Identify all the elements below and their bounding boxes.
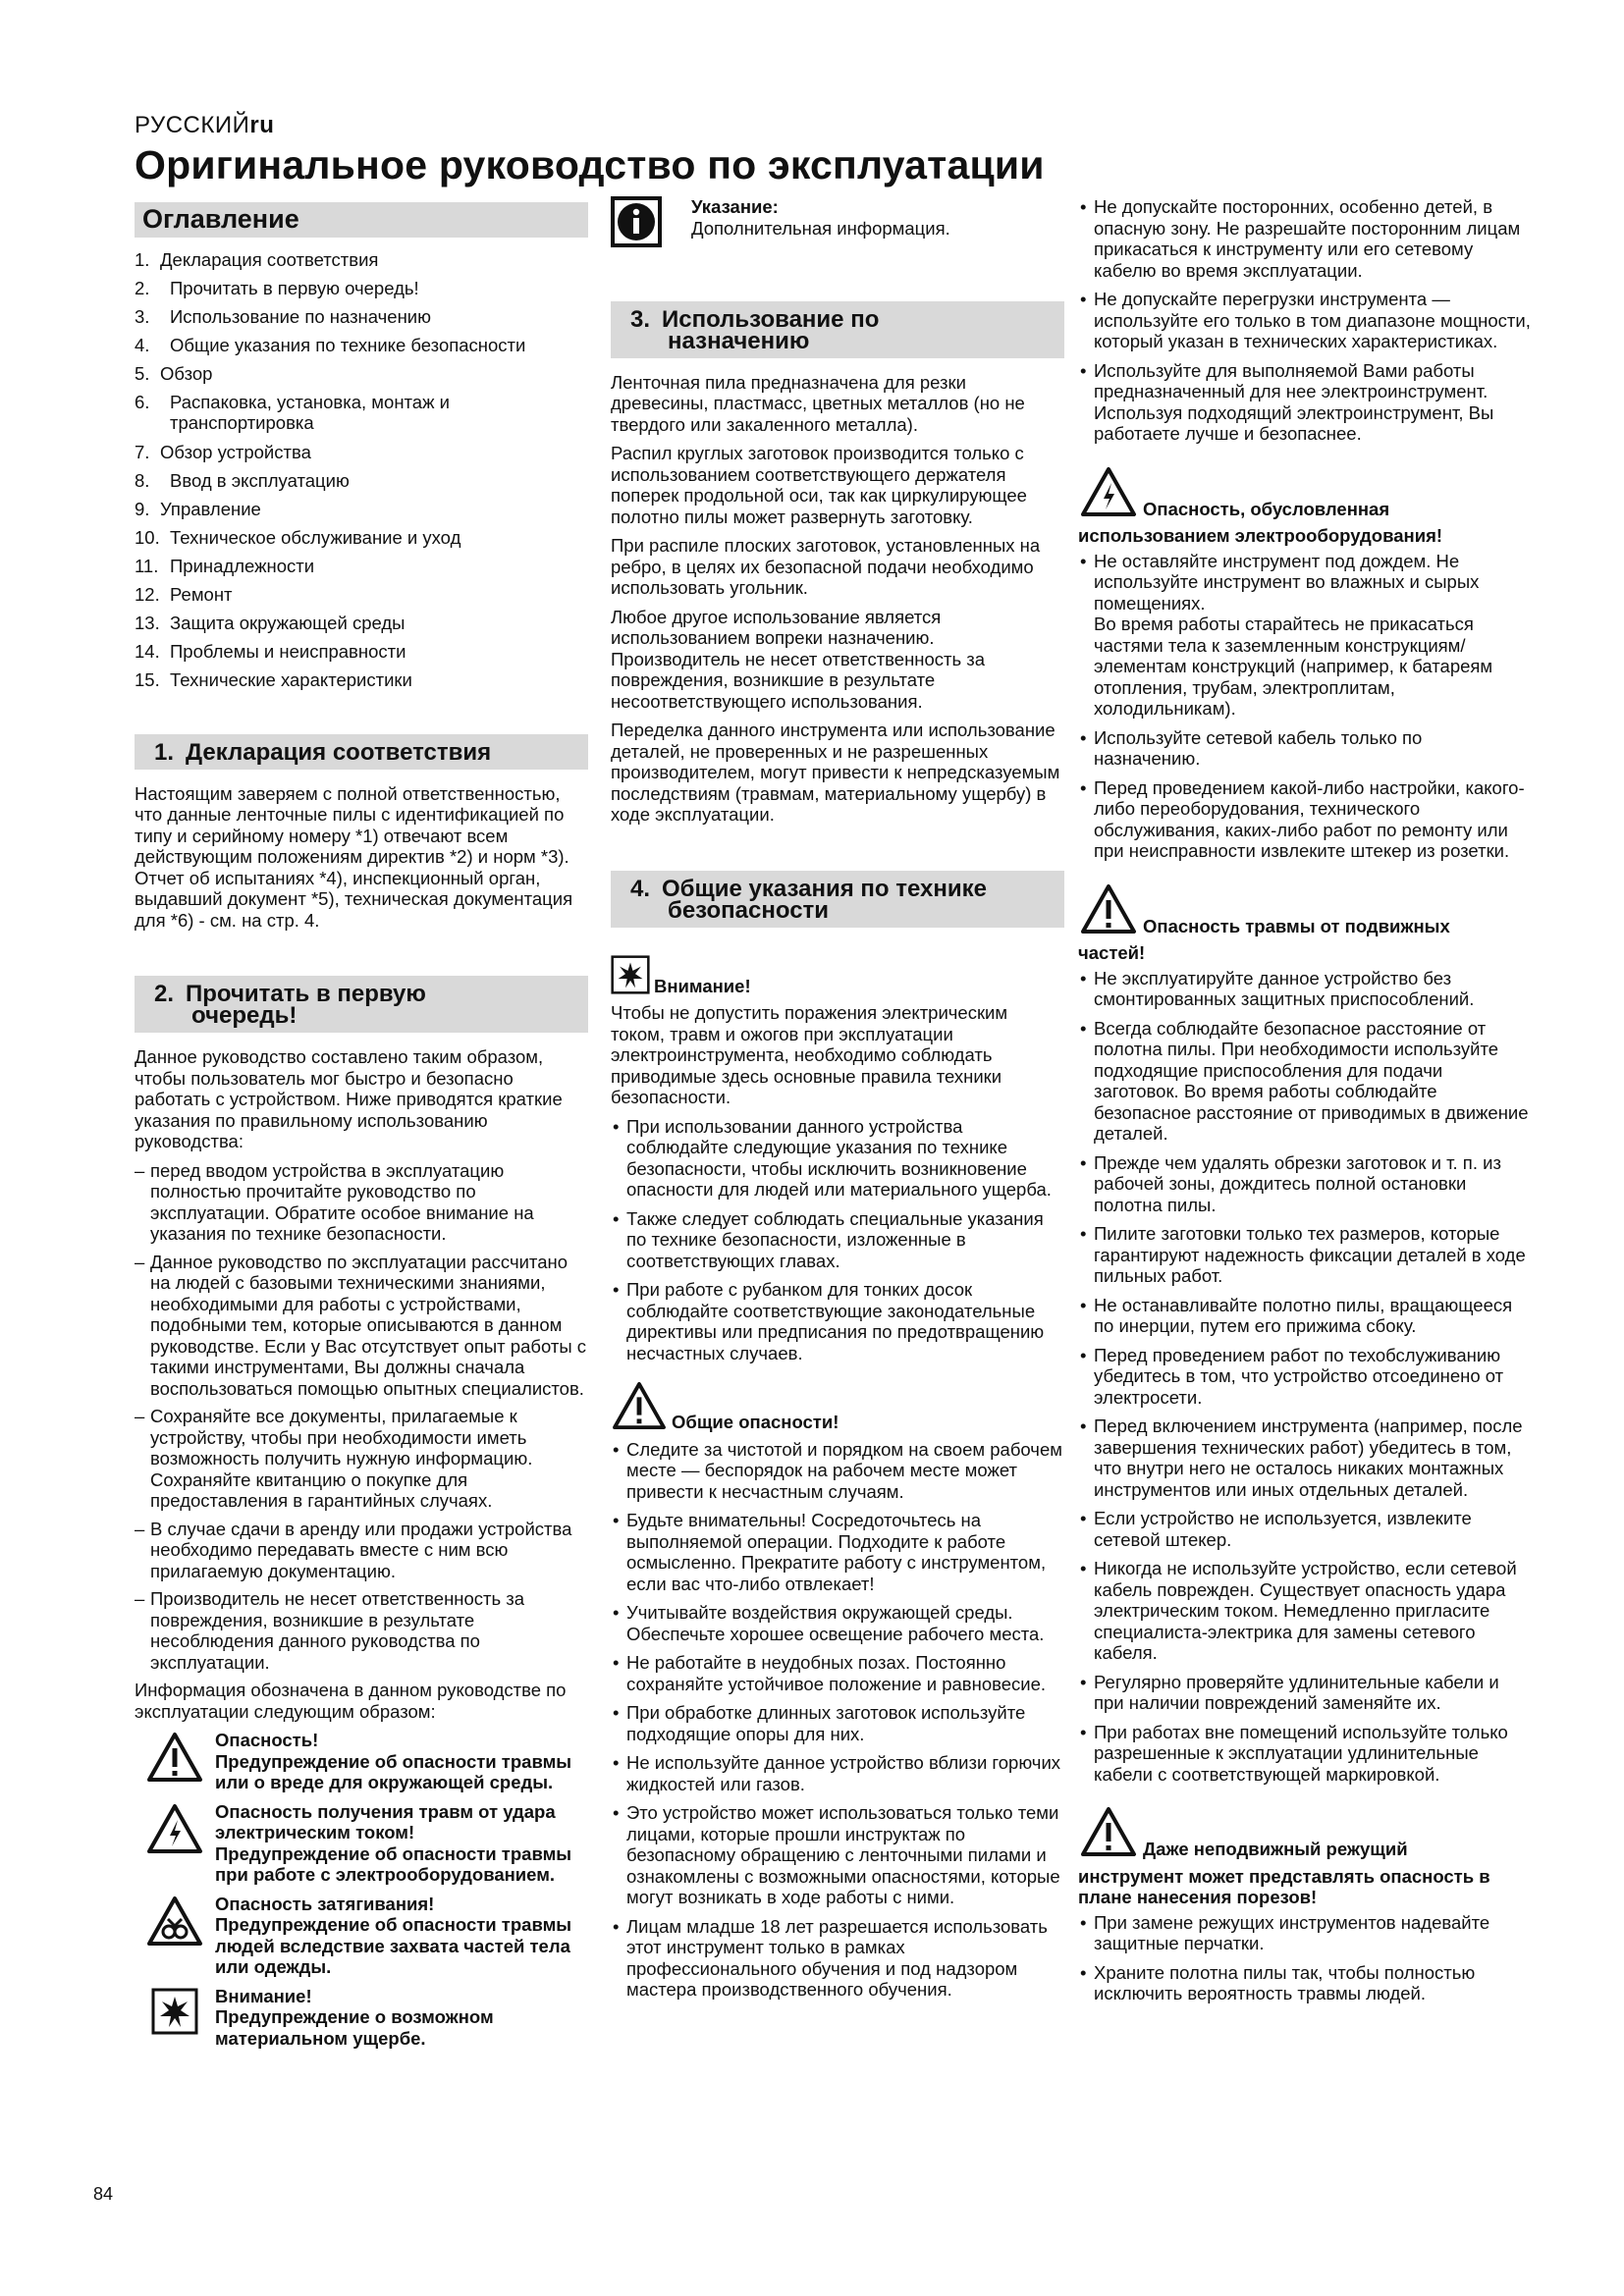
symbol-danger: Опасность! Предупреждение об опасности травмы или о вреде для окружающей среды. bbox=[135, 1730, 588, 1793]
attention-heading: Внимание! bbox=[611, 955, 1064, 999]
paragraph: При распиле плоских заготовок, установленных на ребро, в целях их безопасной подачи необходимо использовать угольник. bbox=[611, 535, 1041, 598]
section-1-text: Настоящим заверяем с полной ответственностью, что данные ленточные пилы с идентификацией по типу и серийному номеру *1) отвечают всем действующим положениям директив *2) и норм *3). Отчет об испытаниях *4), инспекционный орган, выдавший документ *5), техническая документация для *6) - см. на стр. 4. bbox=[135, 782, 573, 931]
paragraph: Переделка данного инструмента или использование деталей, не проверенных и не разрешенных производителем, могут привести к непредсказуемым последствиям (травмам, материальному ущербу) в ходе эксплуатации. bbox=[611, 720, 1060, 825]
symbols-intro: Информация обозначена в данном руководстве по эксплуатации следующим образом: bbox=[135, 1680, 567, 1722]
section-4-heading: 4. Общие указания по технике безопасности bbox=[611, 871, 1064, 928]
toc-item[interactable]: 3. Использование по назначению bbox=[135, 305, 432, 327]
symbol-attention: Внимание! Предупреждение о возможном материальном ущербе. bbox=[135, 1986, 588, 2050]
cut-hazard-list bbox=[1078, 1912, 1532, 2004]
toc-item[interactable]: 12. Ремонт bbox=[135, 584, 233, 606]
page-title: Оригинальное руководство по эксплуатации bbox=[135, 142, 1045, 187]
list-item: • Также следует соблюдать специальные указания по технике безопасности, изложенные в соответствующих главах. bbox=[611, 1208, 1064, 1272]
general-hazards-continued bbox=[1078, 196, 1532, 445]
list-item: • Никогда не используйте устройство, если сетевой кабель поврежден. Существует опасность удара электрическим током. Немедленно пригласите специалиста-электрика для замены сетевого кабеля. bbox=[1078, 1558, 1532, 1664]
column-2 bbox=[611, 196, 1064, 2008]
list-item: • Это устройство может использоваться только теми лицами, которые прошли инструктаж по безопасному обращению с ленточными пилами и ознакомлены с возможными опасностями, которые могут возникать в ходе работы с ними. bbox=[611, 1802, 1064, 1908]
column-3 bbox=[1078, 196, 1532, 2012]
note-block bbox=[611, 196, 1064, 252]
list-item: • Не используйте данное устройство вблизи горючих жидкостей или газов. bbox=[611, 1752, 1064, 1794]
list-item: • При обработке длинных заготовок используйте подходящие опоры для них. bbox=[611, 1702, 1064, 1744]
list-item: • Перед включением инструмента (например, после завершения технических работ) убедитесь в том, что внутри него не осталось никаких монтажных инструментов или иных отдельных деталей. bbox=[1078, 1415, 1532, 1500]
language-label bbox=[135, 112, 274, 139]
warning-triangle-icon bbox=[1078, 1806, 1139, 1862]
toc-item[interactable]: 15. Технические характеристики bbox=[135, 669, 412, 691]
electric-hazard-list bbox=[1078, 551, 1532, 862]
section-2-heading: 2. Прочитать в первую очередь! bbox=[135, 976, 588, 1033]
list-item: • Используйте для выполняемой Вами работы предназначенный для нее электроинструмент. Используя подходящий электроинструмент, Вы работаете лучше и безопаснее. bbox=[1078, 360, 1532, 445]
list-item: – Данное руководство по эксплуатации рассчитано на людей с базовыми техническими знаниями, необходимыми для работы с устройствами, подобными тем, которые описываются в данном руководстве. Если у Вас отсутствует опыт работы с такими инструментами, Вы должны сначала воспользоваться помощью опытных специалистов. bbox=[135, 1252, 588, 1400]
toc-item[interactable]: 9. Управление bbox=[135, 498, 261, 519]
toc-item[interactable]: 10. Техническое обслуживание и уход bbox=[135, 526, 461, 548]
toc-heading: Оглавление bbox=[135, 202, 588, 238]
list-item: • Храните полотна пилы так, чтобы полностью исключить вероятность травмы людей. bbox=[1078, 1962, 1532, 2004]
toc-item[interactable]: 4. Общие указания по технике безопасности bbox=[135, 334, 526, 355]
general-hazards-heading: Общие опасности! bbox=[611, 1381, 1064, 1435]
list-item: • Используйте сетевой кабель только по назначению. bbox=[1078, 727, 1532, 770]
list-item: – В случае сдачи в аренду или продажи устройства необходимо передавать вместе с ним всю прилагаемую документацию. bbox=[135, 1519, 588, 1582]
cut-hazard-heading: Даже неподвижный режущий bbox=[1078, 1806, 1532, 1862]
list-item: • Лицам младше 18 лет разрешается использовать этот инструмент только в рамках профессионального обучения и под надзором мастера производственного обучения. bbox=[611, 1916, 1064, 2001]
paragraph: Ленточная пила предназначена для резки древесины, пластмасс, цветных металлов (но не твердого или закаленного металла). bbox=[611, 371, 1025, 435]
page-number: 84 bbox=[93, 2184, 114, 2204]
electric-hazard-heading-line2: использованием электрооборудования! bbox=[1078, 525, 1443, 546]
list-item: • При работах вне помещений используйте только разрешенные к эксплуатации удлинительные кабели с соответствующей маркировкой. bbox=[1078, 1722, 1532, 1786]
list-item: • Не останавливайте полотно пилы, вращающееся по инерции, путем его прижима сбоку. bbox=[1078, 1295, 1532, 1337]
attention-text: Чтобы не допустить поражения электрическим током, травм и ожогов при эксплуатации электроинструмента, необходимо соблюдать приводимые здесь основные правила техники безопасности. bbox=[611, 1002, 1008, 1107]
list-item: • Не оставляйте инструмент под дождем. Не используйте инструмент во влажных и сырых помещениях. Во время работы старайтесь не прикасаться частями тела к заземленным конструкциям/ элементам конструкций (например, к батареям отопления, трубам, электроплитам, холодильникам). bbox=[1078, 551, 1532, 720]
warning-triangle-icon bbox=[135, 1730, 215, 1793]
list-item: • Будьте внимательны! Сосредоточьтесь на выполняемой операции. Подходите к работе осмысленно. Прекратите работу с инструментом, если вас что-либо отвлекает! bbox=[611, 1510, 1064, 1594]
list-item: • Не допускайте перегрузки инструмента — используйте его только в том диапазоне мощности, который указан в технических характеристиках. bbox=[1078, 289, 1532, 352]
entanglement-icon bbox=[135, 1894, 215, 1978]
toc-item[interactable]: 7. Обзор устройства bbox=[135, 441, 311, 462]
electric-hazard-heading: Опасность, обусловленная bbox=[1078, 466, 1532, 522]
list-item: • Не работайте в неудобных позах. Постоянно сохраняйте устойчивое положение и равновесие. bbox=[611, 1652, 1064, 1694]
toc-item[interactable]: 11. Принадлежности bbox=[135, 555, 315, 576]
moving-parts-heading-line2: частей! bbox=[1078, 942, 1146, 963]
toc-item[interactable]: 6. Распаковка, установка, монтаж и транспортировка bbox=[135, 391, 450, 434]
cut-hazard-heading-line2: инструмент может представлять опасность в плане нанесения порезов! bbox=[1078, 1865, 1490, 1907]
toc-item[interactable]: 14. Проблемы и неисправности bbox=[135, 641, 406, 663]
toc-item[interactable]: 2. Прочитать в первую очередь! bbox=[135, 277, 419, 298]
attention-list bbox=[611, 1116, 1064, 1364]
info-icon bbox=[611, 196, 691, 252]
warning-triangle-icon bbox=[1078, 883, 1139, 939]
section-2-list bbox=[135, 1160, 588, 1674]
list-item: • Пилите заготовки только тех размеров, которые гарантируют надежность фиксации деталей в ходе пильных работ. bbox=[1078, 1223, 1532, 1287]
electric-shock-icon bbox=[1078, 466, 1139, 522]
list-item: • Не эксплуатируйте данное устройство без смонтированных защитных приспособлений. bbox=[1078, 968, 1532, 1010]
list-item: – перед вводом устройства в эксплуатацию полностью прочитайте руководство по эксплуатации. Обратите особое внимание на указания по технике безопасности. bbox=[135, 1160, 588, 1245]
list-item: • Учитывайте воздействия окружающей среды. Обеспечьте хорошее освещение рабочего места. bbox=[611, 1602, 1064, 1644]
symbol-entanglement: Опасность затягивания! Предупреждение об опасности травмы людей вследствие захвата частей тела или одежды. bbox=[135, 1894, 588, 1978]
list-item: • Если устройство не используется, извлеките сетевой штекер. bbox=[1078, 1508, 1532, 1550]
list-item: – Сохраняйте все документы, прилагаемые к устройству, чтобы при необходимости иметь возможность получить нужную информацию. Сохраняйте квитанцию о покупке для предоставления в гарантийных случаях. bbox=[135, 1406, 588, 1512]
list-item: • Перед проведением какой-либо настройки, какого-либо переоборудования, технического обслуживания, каких-либо работ по ремонту или при неисправности извлеките штекер из розетки. bbox=[1078, 777, 1532, 862]
note-label: Указание: bbox=[691, 196, 779, 217]
paragraph: Распил круглых заготовок производится только с использованием соответствующего держателя поперек продольной оси, так как циркулирующее полотно пилы может развернуть заготовку. bbox=[611, 443, 1027, 527]
section-3-heading: 3. Использование по назначению bbox=[611, 301, 1064, 358]
general-hazards-list bbox=[611, 1439, 1064, 2001]
list-item: • Следите за чистотой и порядком на своем рабочем месте — беспорядок на рабочем месте может привести к несчастным случаям. bbox=[611, 1439, 1064, 1503]
section-1-heading: 1. Декларация соответствия bbox=[135, 734, 588, 770]
list-item: • Не допускайте посторонних, особенно детей, в опасную зону. Не разрешайте посторонним лицам прикасаться к инструменту или его сетевому кабелю во время эксплуатации. bbox=[1078, 196, 1532, 281]
note-text: Дополнительная информация. bbox=[691, 217, 950, 239]
toc-item[interactable]: 5. Обзор bbox=[135, 362, 213, 384]
paragraph: Любое другое использование является использованием вопреки назначению. Производитель не несет ответственность за повреждения, возникшие в результате несоответствующего использования. bbox=[611, 606, 986, 712]
electric-shock-icon bbox=[135, 1801, 215, 1886]
toc-item[interactable]: 1. Декларация соответствия bbox=[135, 248, 379, 270]
moving-parts-list bbox=[1078, 968, 1532, 1786]
column-1 bbox=[135, 196, 588, 2056]
list-item: • При работе с рубанком для тонких досок соблюдайте соответствующие законодательные директивы или предписания по предотвращению несчастных случаев. bbox=[611, 1279, 1064, 1363]
toc-item[interactable]: 13. Защита окружающей среды bbox=[135, 613, 406, 634]
list-item: • При замене режущих инструментов надевайте защитные перчатки. bbox=[1078, 1912, 1532, 1954]
language-code: ru bbox=[249, 112, 275, 138]
attention-icon bbox=[611, 955, 650, 999]
symbol-electric: Опасность получения травм от удара электрическим током! Предупреждение об опасности травмы при работе с электрооборудованием. bbox=[135, 1801, 588, 1886]
toc-item[interactable]: 8. Ввод в эксплуатацию bbox=[135, 469, 350, 491]
toc-list bbox=[135, 249, 588, 691]
list-item: • Всегда соблюдайте безопасное расстояние от полотна пилы. При необходимости используйте подходящие приспособления для подачи заготовок. Во время работы соблюдайте безопасное расстояние от приводимых в движение деталей. bbox=[1078, 1018, 1532, 1145]
language-name: РУССКИЙ bbox=[135, 112, 250, 138]
list-item: • При использовании данного устройства соблюдайте следующие указания по технике безопасности, чтобы исключить возникновение опасности для людей или материального ущерба. bbox=[611, 1116, 1064, 1201]
list-item: • Перед проведением работ по техобслуживанию убедитесь в том, что устройство отсоединено от электросети. bbox=[1078, 1345, 1532, 1409]
section-2-intro: Данное руководство составлено таким образом, чтобы пользователь мог быстро и безопасно работать с устройством. Ниже приводятся краткие указания по правильному использованию руководства: bbox=[135, 1046, 563, 1152]
moving-parts-heading: Опасность травмы от подвижных bbox=[1078, 883, 1532, 939]
list-item: • Регулярно проверяйте удлинительные кабели и при наличии повреждений заменяйте их. bbox=[1078, 1672, 1532, 1714]
list-item: – Производитель не несет ответственность за повреждения, возникшие в результате несоблюдения данного руководства по эксплуатации. bbox=[135, 1588, 588, 1673]
attention-icon bbox=[135, 1986, 215, 2050]
list-item: • Прежде чем удалять обрезки заготовок и т. п. из рабочей зоны, дождитесь полной остановки полотна пилы. bbox=[1078, 1152, 1532, 1216]
warning-triangle-icon bbox=[611, 1381, 668, 1435]
